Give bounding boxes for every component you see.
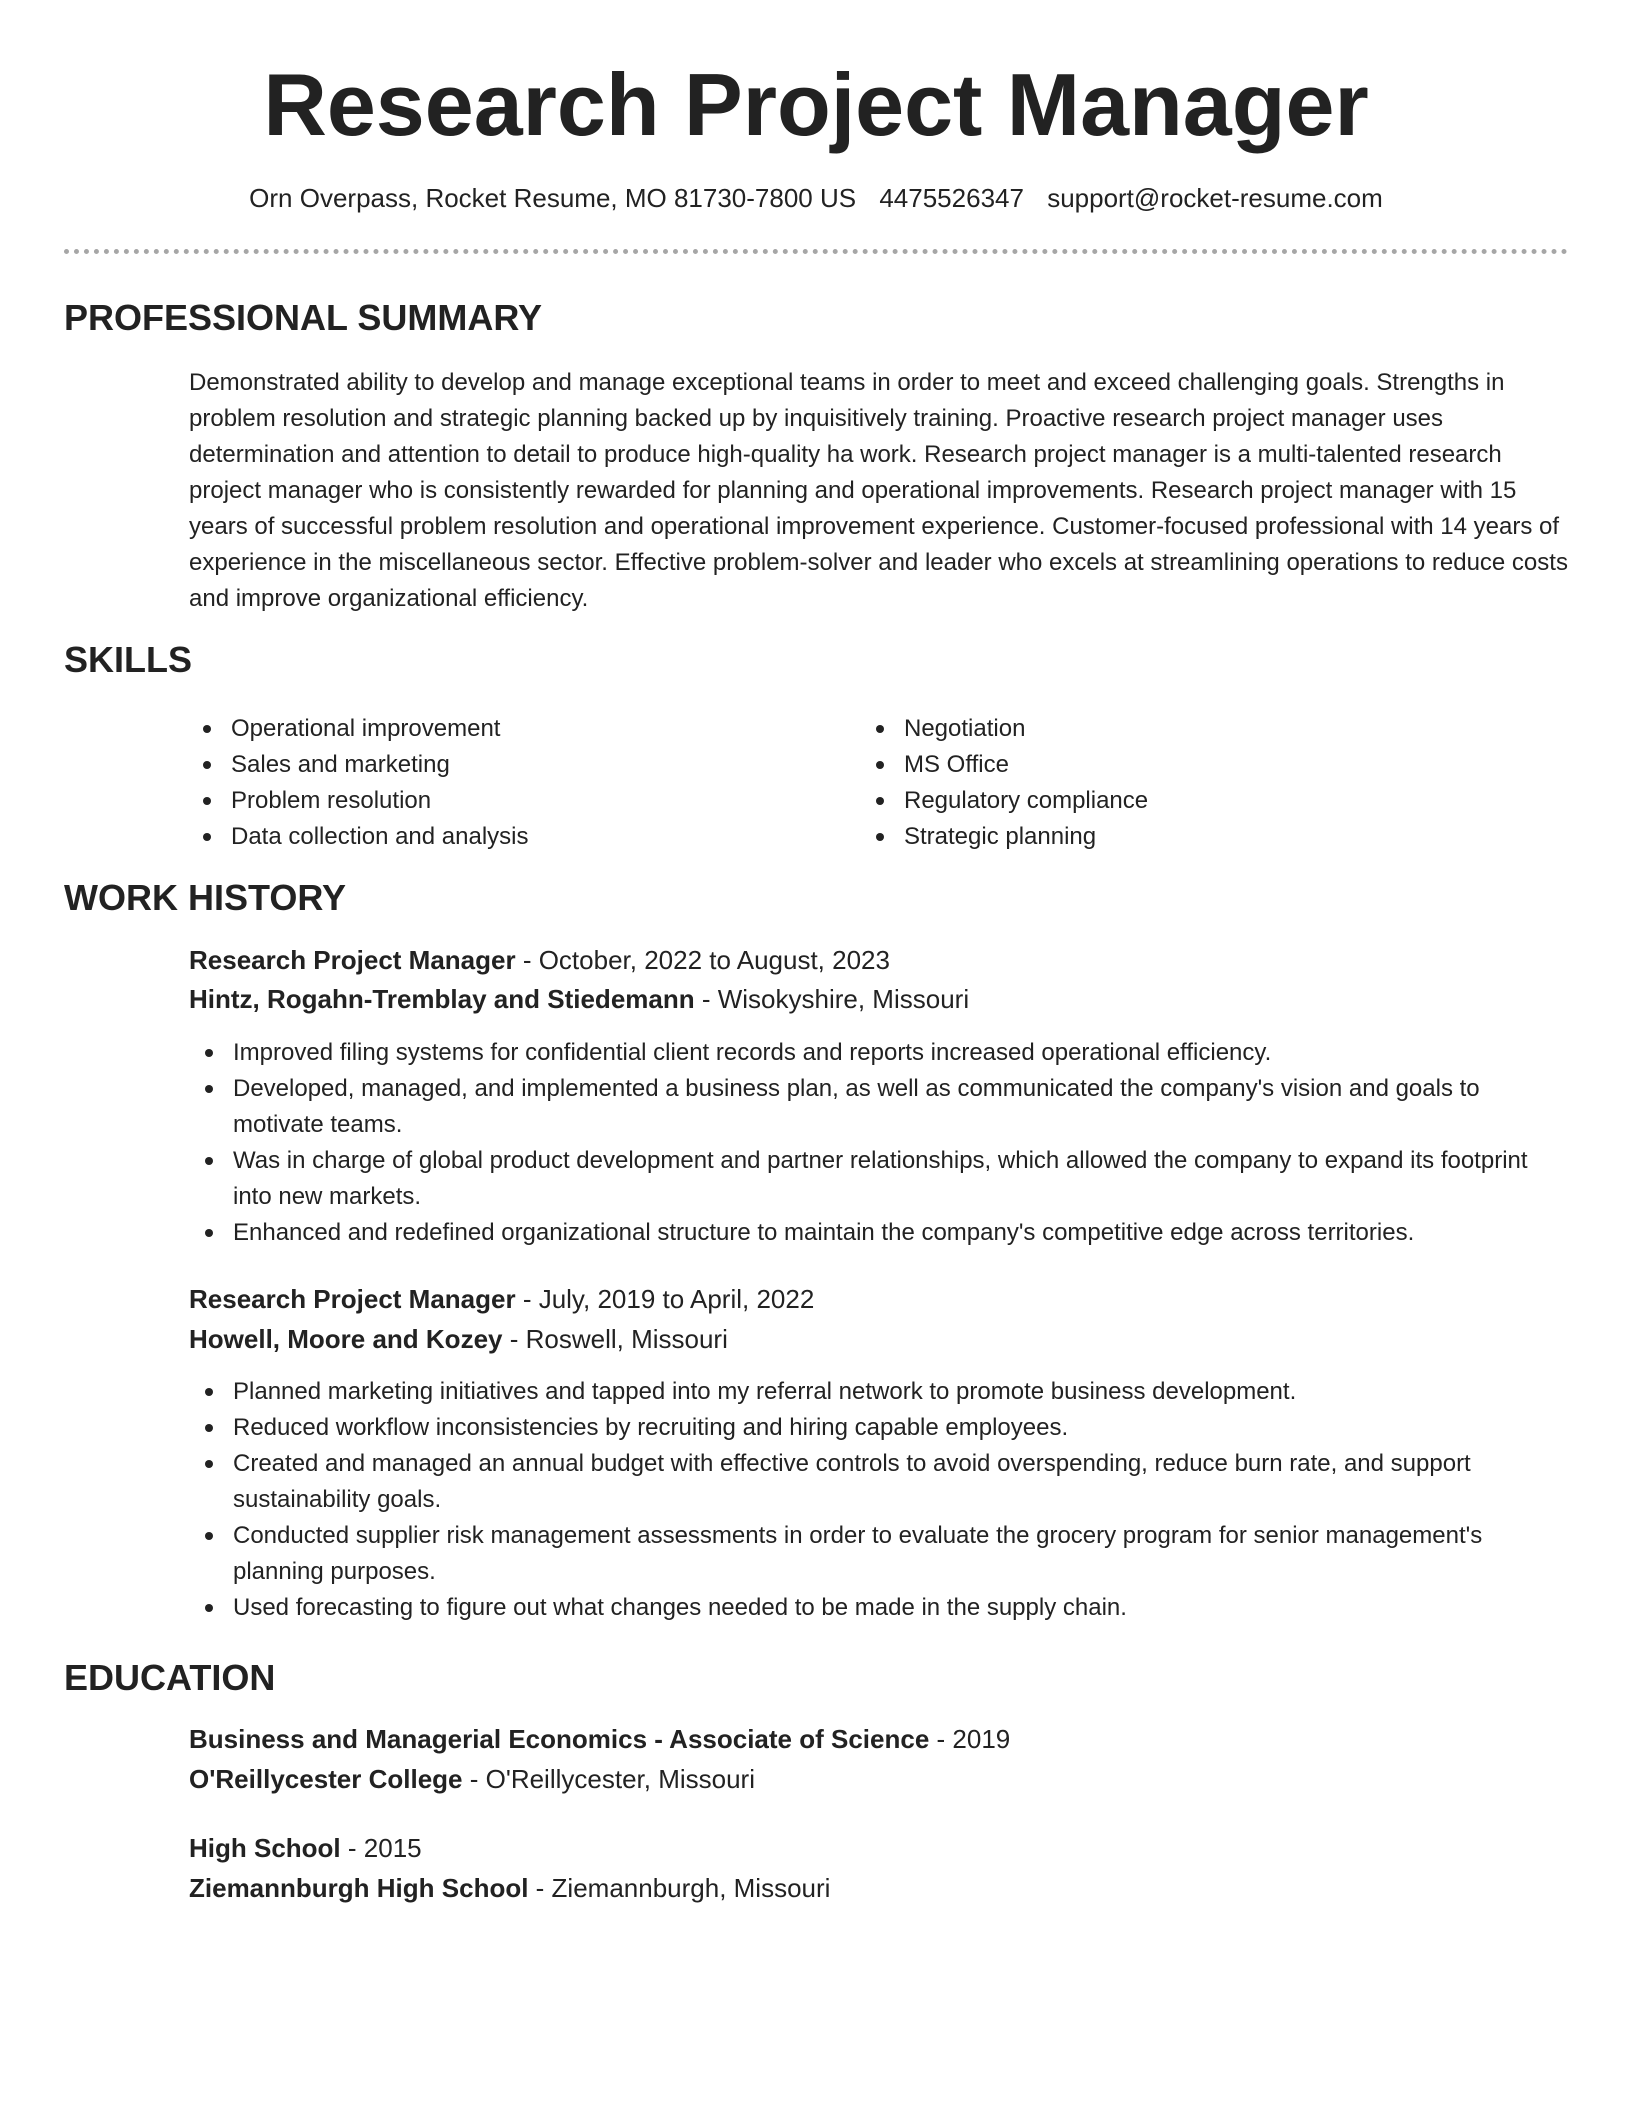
job-bullets — [189, 1374, 1569, 1626]
job-bullet: Used forecasting to figure out what changes needed to be made in the supply chain. — [189, 1590, 1569, 1626]
skill-item: Sales and marketing — [187, 747, 827, 783]
education-school-line — [189, 1870, 830, 1906]
education-school: O'Reillycester College — [189, 1764, 463, 1794]
job-bullet: Created and managed an annual budget with effective controls to avoid overspending, reduce burn rate, and support sustainability goals. — [189, 1446, 1569, 1518]
job-title-line — [189, 1281, 814, 1317]
job-location: - Roswell, Missouri — [502, 1324, 728, 1354]
contact-phone: 4475526347 — [879, 183, 1024, 213]
skills-heading: SKILLS — [64, 639, 193, 680]
education-school-line — [189, 1761, 755, 1797]
job-dates: - October, 2022 to August, 2023 — [515, 945, 890, 975]
education-location: - O'Reillycester, Missouri — [462, 1764, 755, 1794]
education-year: - 2015 — [340, 1833, 422, 1863]
skill-item: Negotiation — [860, 711, 1500, 747]
header-divider — [64, 249, 1568, 254]
job-title: Research Project Manager — [189, 945, 516, 975]
job-bullet: Planned marketing initiatives and tapped into my referral network to promote business development. — [189, 1374, 1569, 1410]
skill-item: MS Office — [860, 747, 1500, 783]
education-heading: EDUCATION — [64, 1657, 276, 1698]
job-bullet: Was in charge of global product development and partner relationships, which allowed the company to expand its footprint into new markets. — [189, 1143, 1569, 1215]
skill-item: Regulatory compliance — [860, 783, 1500, 819]
contact-address: Orn Overpass, Rocket Resume, MO 81730-7800 US — [249, 183, 857, 213]
skill-item: Strategic planning — [860, 819, 1500, 855]
job-bullet: Conducted supplier risk management assessments in order to evaluate the grocery program for senior management's planning purposes. — [189, 1518, 1569, 1590]
job-title-line — [189, 942, 890, 978]
contact-info — [0, 180, 1632, 216]
skill-item: Operational improvement — [187, 711, 827, 747]
education-school: Ziemannburgh High School — [189, 1873, 529, 1903]
education-year: - 2019 — [929, 1724, 1011, 1754]
education-degree-line — [189, 1721, 1010, 1757]
summary-text: Demonstrated ability to develop and manage exceptional teams in order to meet and exceed challenging goals. Strengths in problem resolution and strategic planning backed up by inquisitively training. Proactive research project manager uses determination and attention to detail to produce high-quality ha work. Research project manager is a multi-talented research project manager who is consistently rewarded for planning and operational improvements. Research project manager with 15 years of successful problem resolution and operational improvement experience. Customer-focused professional with 14 years of experience in the miscellaneous sector. Effective problem-solver and leader who excels at streamlining operations to reduce costs and improve organizational efficiency. — [189, 369, 1568, 612]
skills-list-left — [187, 711, 827, 855]
job-company-line — [189, 1321, 728, 1357]
job-title: Research Project Manager — [189, 1284, 516, 1314]
job-location: - Wisokyshire, Missouri — [694, 984, 970, 1014]
education-degree: Business and Managerial Economics - Associate of Science — [189, 1724, 930, 1754]
education-location: - Ziemannburgh, Missouri — [528, 1873, 831, 1903]
job-dates: - July, 2019 to April, 2022 — [515, 1284, 815, 1314]
skills-list-right — [860, 711, 1500, 855]
job-company-line — [189, 981, 969, 1017]
job-bullet: Developed, managed, and implemented a business plan, as well as communicated the company's vision and goals to motivate teams. — [189, 1071, 1569, 1143]
education-degree-line — [189, 1830, 422, 1866]
job-bullet: Enhanced and redefined organizational structure to maintain the company's competitive edge across territories. — [189, 1215, 1569, 1251]
job-bullet: Improved filing systems for confidential client records and reports increased operational efficiency. — [189, 1035, 1569, 1071]
job-company: Howell, Moore and Kozey — [189, 1324, 503, 1354]
work-history-heading: WORK HISTORY — [64, 877, 347, 918]
job-bullets — [189, 1035, 1569, 1251]
summary-heading: PROFESSIONAL SUMMARY — [64, 297, 543, 338]
job-bullet: Reduced workflow inconsistencies by recruiting and hiring capable employees. — [189, 1410, 1569, 1446]
job-company: Hintz, Rogahn-Tremblay and Stiedemann — [189, 984, 695, 1014]
contact-email[interactable]: support@rocket-resume.com — [1047, 183, 1383, 213]
skill-item: Data collection and analysis — [187, 819, 827, 855]
page-title: Research Project Manager — [263, 55, 1369, 154]
education-degree: High School — [189, 1833, 341, 1863]
skill-item: Problem resolution — [187, 783, 827, 819]
